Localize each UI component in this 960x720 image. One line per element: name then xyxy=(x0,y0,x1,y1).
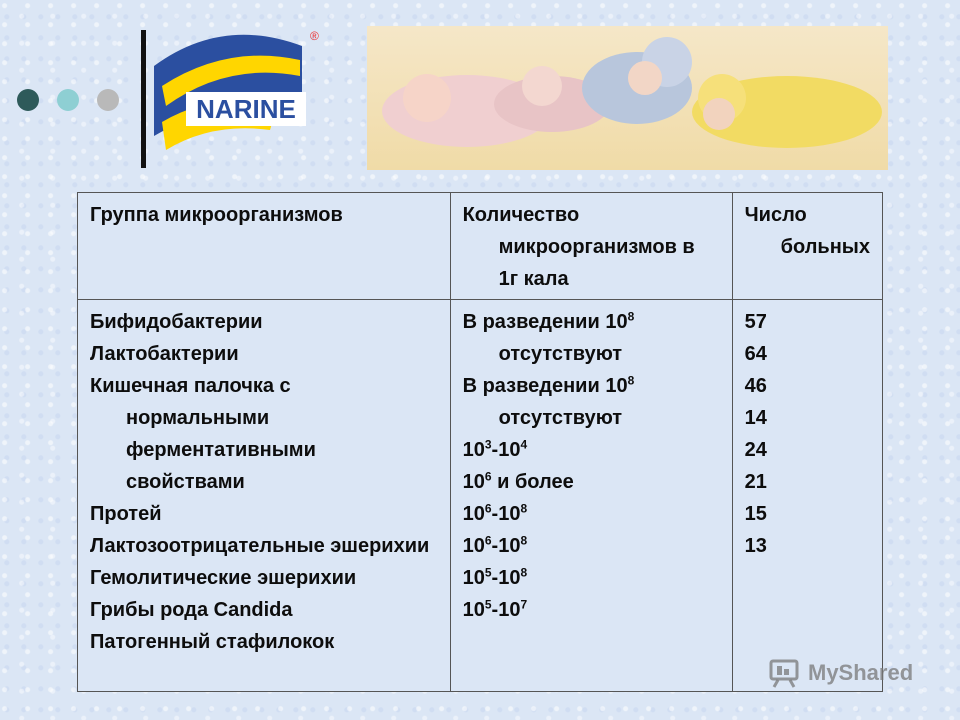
table-body-row xyxy=(78,300,883,692)
patient-count: 46 xyxy=(744,375,767,397)
decor-dot-teal xyxy=(57,89,79,111)
quantity-item: $10^6$ и более xyxy=(462,469,574,493)
microorganisms-table xyxy=(77,192,883,692)
patient-count: 15 xyxy=(744,503,767,525)
watermark-text: MyShared xyxy=(808,660,914,685)
header-patients: Число больных xyxy=(732,193,882,300)
list-item: Грибы рода Candida xyxy=(90,599,293,621)
quantity-item: $10^3-10^4$ xyxy=(462,437,528,461)
presentation-icon xyxy=(768,658,802,688)
divider-bar xyxy=(141,30,146,168)
list-item: Протей xyxy=(90,503,162,525)
quantity-item: $10^6-10^8$ xyxy=(462,501,528,525)
patient-count: 21 xyxy=(744,471,767,493)
myshared-watermark xyxy=(768,656,913,690)
list-item: Лактобактерии xyxy=(90,343,239,365)
quantity-item: $10^6-10^8$ xyxy=(462,533,528,557)
patients-list xyxy=(732,300,882,692)
decor-dot-dark xyxy=(17,89,39,111)
patient-count: 57 xyxy=(744,311,767,333)
list-item: Патогенный стафилокок xyxy=(90,631,335,653)
header-group: Группа микроорганизмов xyxy=(78,193,451,300)
babies-photo xyxy=(367,26,888,170)
list-item: Бифидобактерии xyxy=(90,311,263,333)
quantity-list xyxy=(450,300,732,692)
quantity-item: $10^5-10^7$ xyxy=(462,597,528,621)
quantity-item: $10^5-10^8$ xyxy=(462,565,528,589)
patient-count: 24 xyxy=(744,439,767,461)
list-item: Гемолитические эшерихии xyxy=(90,567,357,589)
logo-text: NARINE xyxy=(196,94,296,124)
decor-dot-gray xyxy=(97,89,119,111)
patient-count: 64 xyxy=(744,343,767,365)
patient-count: 14 xyxy=(744,407,767,429)
quantity-item: В разведении $10^8$ отсутствуют xyxy=(462,309,635,365)
header-quantity: Количество микроорганизмов в 1г кала xyxy=(450,193,732,300)
group-list xyxy=(78,300,451,692)
patient-count: 13 xyxy=(744,535,767,557)
narine-logo xyxy=(152,26,322,162)
list-item: Кишечная палочка с нормальными ферментативными свойствами xyxy=(90,375,316,493)
quantity-item: В разведении $10^8$ отсутствуют xyxy=(462,373,635,429)
list-item: Лактозоотрицательные эшерихии xyxy=(90,535,430,557)
registered-mark: ® xyxy=(310,29,319,43)
table-header-row xyxy=(78,193,883,300)
